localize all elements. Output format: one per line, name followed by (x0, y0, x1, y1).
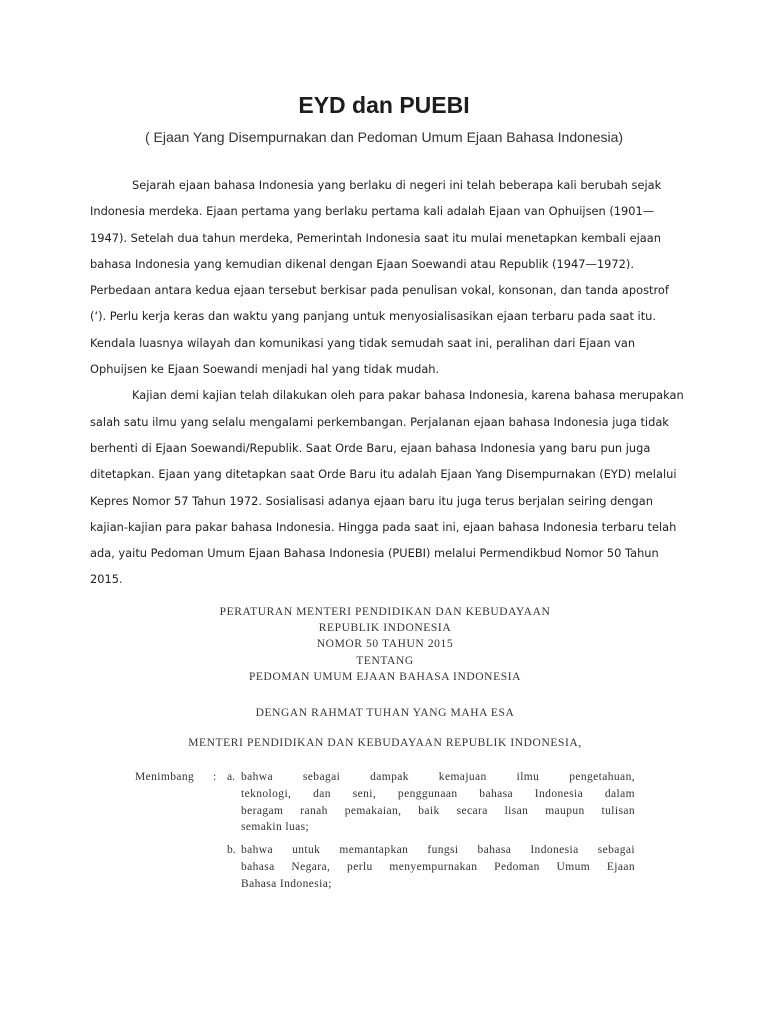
item-a-text: semakin luas; (241, 821, 310, 834)
considering-item-a-line (135, 786, 635, 803)
document-title: EYD dan PUEBI (298, 92, 470, 118)
regulation-minister: MENTERI PENDIDIKAN DAN KEBUDAYAAN REPUBLIK INDONESIA, (188, 737, 582, 750)
item-a-text: teknologi, dan seni, penggunaan bahasa Indonesia dalam (241, 787, 635, 800)
considering-section (135, 769, 635, 893)
document-subtitle: ( Ejaan Yang Disempurnakan dan Pedoman Umum Ejaan Bahasa Indonesia) (144, 129, 624, 145)
regulation-excerpt (135, 604, 635, 893)
paragraph-2: Kajian demi kajian telah dilakukan oleh para pakar bahasa Indonesia, karena bahasa merupakan salah satu ilmu yang selalu mengalami perkembangan. Perjalanan ejaan bahasa Indonesia juga tidak berhenti di Ejaan Soewandi/Republik. Saat Orde Baru, ejaan bahasa Indonesia yang baru pun juga ditetapkan. Ejaan yang ditetapkan saat Orde Baru itu adalah Ejaan Yang Disempurnakan (EYD) melalui Kepres Nomor 57 Tahun 1972. Sosialisasi adanya ejaan baru itu juga terus berjalan seiring dengan kajian-kajian para pakar bahasa Indonesia. Hingga pada saat ini, ejaan bahasa Indonesia terbaru telah ada, yaitu Pedoman Umum Ejaan Bahasa Indonesia (PUEBI) melalui Permendikbud Nomor 50 Tahun 2015. (90, 388, 684, 587)
considering-item-a-line (135, 819, 635, 836)
item-b-marker: b. (227, 844, 236, 857)
regulation-header (135, 604, 635, 685)
item-b-text: bahasa Negara, perlu menyempurnakan Pedoman Umum Ejaan (241, 861, 635, 873)
regulation-header-line: TENTANG (356, 654, 414, 667)
considering-item-b-line (135, 842, 635, 859)
regulation-header-line: PEDOMAN UMUM EJAAN BAHASA INDONESIA (248, 670, 522, 683)
regulation-header-line: REPUBLIK INDONESIA (318, 622, 452, 635)
item-a-text: bahwa sebagai dampak kemajuan ilmu pengetahuan, (241, 771, 635, 784)
considering-item-a-line (135, 769, 635, 786)
considering-item-b-line (135, 876, 635, 893)
considering-colon: : (213, 771, 217, 784)
considering-item-a-line (135, 803, 635, 820)
paragraph-1: Sejarah ejaan bahasa Indonesia yang berlaku di negeri ini telah beberapa kali berubah sejak Indonesia merdeka. Ejaan pertama yang berlaku pertama kali adalah Ejaan van Ophuijsen (1901—1947). Setelah dua tahun merdeka, Pemerintah Indonesia saat itu mulai menetapkan kembali ejaan bahasa Indonesia yang kemudian dikenal dengan Ejaan Soewandi atau Republik (1947—1972). Perbedaan antara kedua ejaan tersebut berkisar pada penulisan vokal, konsonan, dan tanda apostrof (‘). Perlu kerja keras dan waktu yang panjang untuk menyosialisasikan ejaan terbaru pada saat itu. Kendala luasnya wilayah dan komunikasi yang tidak semudah saat ini, peralihan dari Ejaan van Ophuijsen ke Ejaan Soewandi menjadi hal yang tidak mudah. (90, 178, 669, 377)
body-text (90, 172, 688, 593)
regulation-header-line: NOMOR 50 TAHUN 2015 (316, 638, 454, 651)
item-b-text: bahwa untuk memantapkan fungsi bahasa Indonesia sebagai (241, 844, 635, 857)
item-a-text: beragam ranah pemakaian, baik secara lisan maupun tulisan (241, 804, 635, 817)
item-b-text: Bahasa Indonesia; (241, 877, 332, 890)
regulation-blessing: DENGAN RAHMAT TUHAN YANG MAHA ESA (255, 707, 515, 720)
considering-label: Menimbang (135, 771, 195, 784)
item-a-marker: a. (227, 771, 235, 784)
regulation-header-line: PERATURAN MENTERI PENDIDIKAN DAN KEBUDAYAAN (219, 606, 551, 618)
considering-item-b-line (135, 859, 635, 876)
